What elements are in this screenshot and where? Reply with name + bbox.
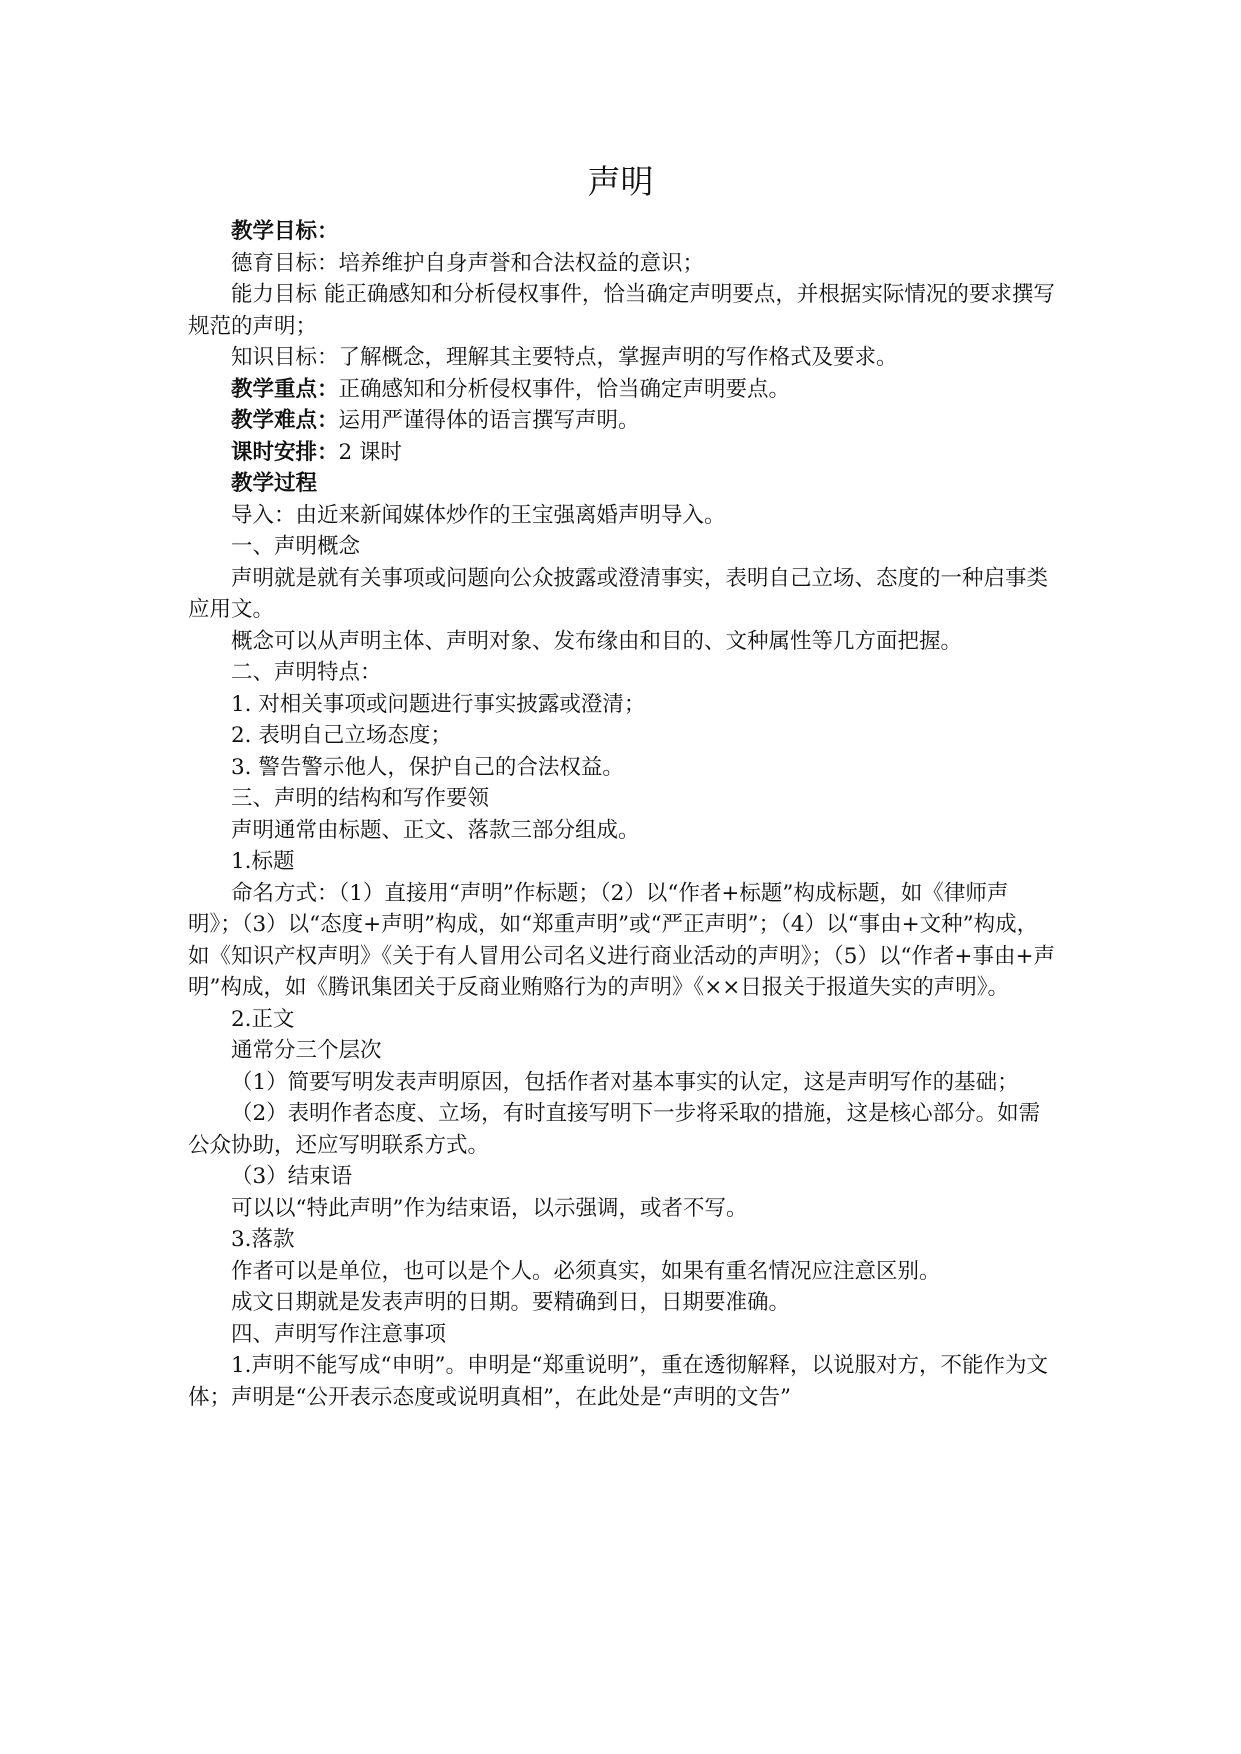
body-item-2: （2）表明作者态度、立场，有时直接写明下一步将采取的措施，这是核心部分。如需公众协助，还应写明联系方式。: [188, 1101, 1041, 1158]
knowledge-goal-text: 了解概念，理解其主要特点，掌握声明的写作格式及要求。: [338, 345, 898, 370]
key-point: [188, 374, 1058, 406]
schedule-label: 课时安排：: [231, 439, 339, 465]
section1-paragraph-1: 声明就是就有关事项或问题向公众披露或澄清事实，表明自己立场、态度的一种启事类应用文。: [188, 565, 1049, 622]
document-body: [188, 216, 1058, 1413]
closing-paragraph: 可以以“特此声明”作为结束语，以示强调，或者不写。: [231, 1195, 748, 1221]
moral-goal-label: 德育目标：: [231, 250, 339, 276]
body-item-3: （3）结束语: [231, 1164, 353, 1189]
moral-goal: [188, 248, 1058, 280]
sign-paragraph-1: 作者可以是单位，也可以是个人。必须真实，如果有重名情况应注意区别。: [231, 1258, 941, 1284]
knowledge-goal: [188, 342, 1058, 374]
section1-heading: 一、声明概念: [231, 534, 361, 559]
difficulty: [188, 405, 1058, 437]
key-point-text: 正确感知和分析侵权事件，恰当确定声明要点。: [338, 376, 791, 402]
sign-subheading: 3.落款: [231, 1227, 295, 1252]
ability-goal-text: 能正确感知和分析侵权事件，恰当确定声明要点，并根据实际情况的要求撰写规范的声明；: [188, 282, 1055, 339]
process-heading: 教学过程: [231, 471, 318, 496]
title-subheading: 1.标题: [231, 849, 295, 874]
section3-intro: 声明通常由标题、正文、落款三部分组成。: [231, 817, 640, 843]
difficulty-label: 教学难点：: [231, 408, 339, 433]
section2-item-2: 2. 表明自己立场态度；: [231, 723, 452, 748]
goals-heading: 教学目标：: [231, 219, 339, 244]
intro-paragraph: 导入：由近来新闻媒体炒作的王宝强离婚声明导入。: [231, 502, 726, 528]
document-title: 声明: [587, 162, 654, 201]
section2-heading: 二、声明特点：: [231, 660, 382, 685]
difficulty-text: 运用严谨得体的语言撰写声明。: [338, 408, 640, 433]
title-naming-paragraph: 命名方式：（1）直接用“声明”作标题；（2）以“作者+标题”构成标题，如《律师声明》；（3）以“态度+声明”构成，如“郑重声明”或“严正声明”；（4）以“事由+文种”构成，如《知识产权声明》《关于有人冒用公司名义进行商业活动的声明》；（5）以“作者+事由+声明”构成，如《腾讯集团关于反商业贿赂行为的声明》《××日报关于报道失实的声明》。: [188, 880, 1055, 1000]
key-point-label: 教学重点：: [231, 376, 339, 402]
section3-heading: 三、声明的结构和写作要领: [231, 786, 490, 811]
knowledge-goal-label: 知识目标：: [231, 345, 339, 370]
section1-paragraph-2: 概念可以从声明主体、声明对象、发布缘由和目的、文种属性等几方面把握。: [231, 628, 963, 654]
schedule: [188, 437, 1058, 469]
body-intro: 通常分三个层次: [231, 1038, 382, 1063]
section4-paragraph-1: 1.声明不能写成“申明”。申明是“郑重说明”，重在透彻解释，以说服对方，不能作为文体；声明是“公开表示态度或说明真相”，在此处是“声明的文告”: [188, 1353, 1048, 1410]
moral-goal-text: 培养维护自身声誉和合法权益的意识；: [338, 250, 705, 276]
ability-goal-label: 能力目标: [231, 282, 318, 307]
body-subheading: 2.正文: [231, 1006, 295, 1032]
section2-item-3: 3. 警告警示他人，保护自己的合法权益。: [231, 754, 624, 780]
ability-goal: [188, 279, 1058, 342]
section2-item-1: 1. 对相关事项或问题进行事实披露或澄清；: [231, 691, 646, 717]
body-item-1: （1）简要写明发表声明原因，包括作者对基本事实的认定，这是声明写作的基础；: [231, 1069, 1019, 1095]
section4-heading: 四、声明写作注意事项: [231, 1321, 447, 1347]
schedule-text: 2 课时: [338, 439, 403, 465]
sign-paragraph-2: 成文日期就是发表声明的日期。要精确到日，日期要准确。: [231, 1290, 791, 1315]
